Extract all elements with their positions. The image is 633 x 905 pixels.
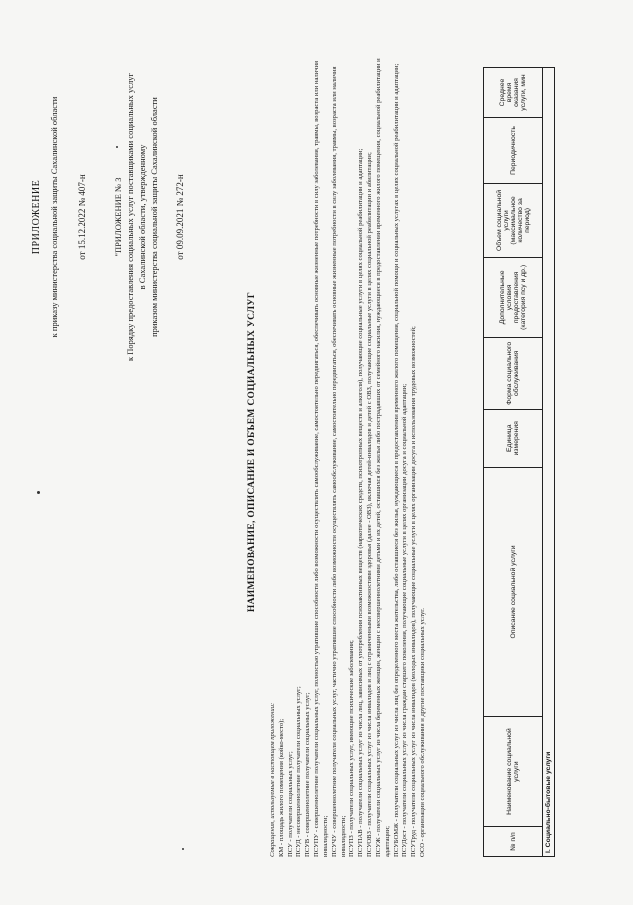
abbreviation-item: ПСУЧУ - совершеннолетние получатели социальных услуг, частично утратившие способности либо возможности осуществлять самообслуживание, самостоятельно передвигаться, обеспечивать основные жизненные потребности в силу заболевания, травмы, возраста или наличия инвалидности;	[330, 66, 347, 857]
abbreviation-item: ПСУБОМЖ - получатели социальных услуг из числа лиц без определенного места жительства, либо оставшиеся без жилья, нуждающиеся в предоставлении временного жилого помещения, социальной помощи и социальных услугах в целях социальной реабилитации и адаптации;	[392, 63, 400, 857]
header-cell: Объем социальной услуги (максимальное количество за период)	[484, 183, 543, 257]
scan-speck	[182, 848, 184, 850]
abbreviation-item: ПСУОВЗ - получатели социальных услуг из числа инвалидов и лиц с ограниченными возможностями здоровья (далее - ОВЗ), включая детей-инвалидов и детей с ОВЗ, получающие социальные услуги в целях социальной реабилитации и абилитации;	[366, 152, 374, 857]
abbreviation-item: ПСУПЗ - получатели социальных услуг, имеющие психические заболевания;	[348, 640, 356, 857]
header-cell: Периодичность	[484, 118, 543, 184]
header-cell: Наименование социальной услуги	[484, 717, 543, 827]
header-cell: Форма социального обслуживания	[484, 337, 543, 409]
order-line: к приказу министерства социальной защиты Сахалинской области	[49, 96, 59, 338]
abbreviations-block	[269, 37, 428, 857]
procedure-line-1: к Порядку предоставления социальных услуг поставщиками социальных услуг	[125, 72, 135, 362]
document-title: НАИМЕНОВАНИЕ, ОПИСАНИЕ И ОБЪЕМ СОЦИАЛЬНЫХ УСЛУГ	[247, 291, 257, 613]
table-row	[543, 68, 555, 857]
abbreviation-item: КМ - площадь жилого помещения (койко-место);	[277, 718, 285, 857]
header-cell: № п/п	[484, 827, 543, 857]
appendix-heading: ПРИЛОЖЕНИЕ	[31, 179, 42, 255]
header-cell: Единица измерения	[484, 409, 543, 467]
appendix3-heading: "ПРИЛОЖЕНИЕ № 3	[113, 177, 123, 257]
scan-speck	[116, 146, 118, 148]
header-cell: Описание социальной услуги	[484, 467, 543, 716]
abbreviation-item: ПСУ - получатели социальных услуг;	[286, 751, 294, 857]
scan-speck	[37, 491, 40, 494]
table-header-row	[484, 68, 543, 857]
abbreviations-heading: Сокращения, используемые в настоящем приложении:	[269, 702, 276, 857]
order-date: от 15.12.2022 № 407-н	[77, 174, 87, 260]
abbreviation-item: ПСУЖ - получатели социальных услуг из числа беременных женщин, женщин с несовершеннолетними детьми и их детей, оставшихся без жилья либо пострадавших от семейного насилия, нуждающиеся в предоставлении временного жилого помещения, социальной реабилитации и адаптации;	[374, 58, 391, 857]
section-heading: I. Социально-бытовые услуги	[543, 68, 555, 857]
abbreviation-item: ОСО - организации социального обслуживания и другие поставщики социальных услуг.	[419, 608, 427, 857]
header-cell: Дополнительные условия предоставления (категория псу и др.)	[484, 257, 543, 337]
abbreviation-item: ПСУДост - получатели социальных услуг из числа граждан старшего поколения, получающие социальные услуги в целях организации досуга и социальной адаптации;	[401, 383, 409, 857]
abbreviation-item: ПСУПАВ - получатели социальных услуг из числа лиц, зависимых от употребления психоактивных веществ (наркотических средств, психотропных веществ и алкоголя), получающие социальные услуги в целях социальной реабилитации и адаптации;	[357, 148, 365, 857]
rotated-content	[17, 17, 617, 887]
procedure-line-2: в Сахалинской области, утвержденному	[137, 144, 147, 290]
abbreviation-item: ПСУВ - совершеннолетние получатели социальных услуг;	[304, 692, 312, 857]
header-cell: Среднее время оказания услуги, мин	[484, 68, 543, 118]
abbreviation-item: ПСУД - несовершеннолетние получатели социальных услуг;	[295, 686, 303, 857]
procedure-date: от 09.09.2021 № 272-н	[175, 174, 185, 260]
services-table	[483, 67, 555, 857]
abbreviation-item: ПСУТруд - получатели социальных услуг из числа инвалидов (молодых инвалидов), получающие социальные услуги в целях организации досуга и использования трудовых возможностей;	[410, 326, 418, 857]
abbreviation-item: ПСУПУ - совершеннолетние получатели социальных услуг, полностью утратившие способности либо возможности осуществлять самообслуживание, самостоятельно передвигаться, обеспечивать основные жизненные потребности в силу заболевания, травмы, возраста или наличия инвалидности;	[313, 60, 329, 857]
procedure-line-3: приказом министерства социальной защиты Сахалинской области	[149, 97, 159, 337]
